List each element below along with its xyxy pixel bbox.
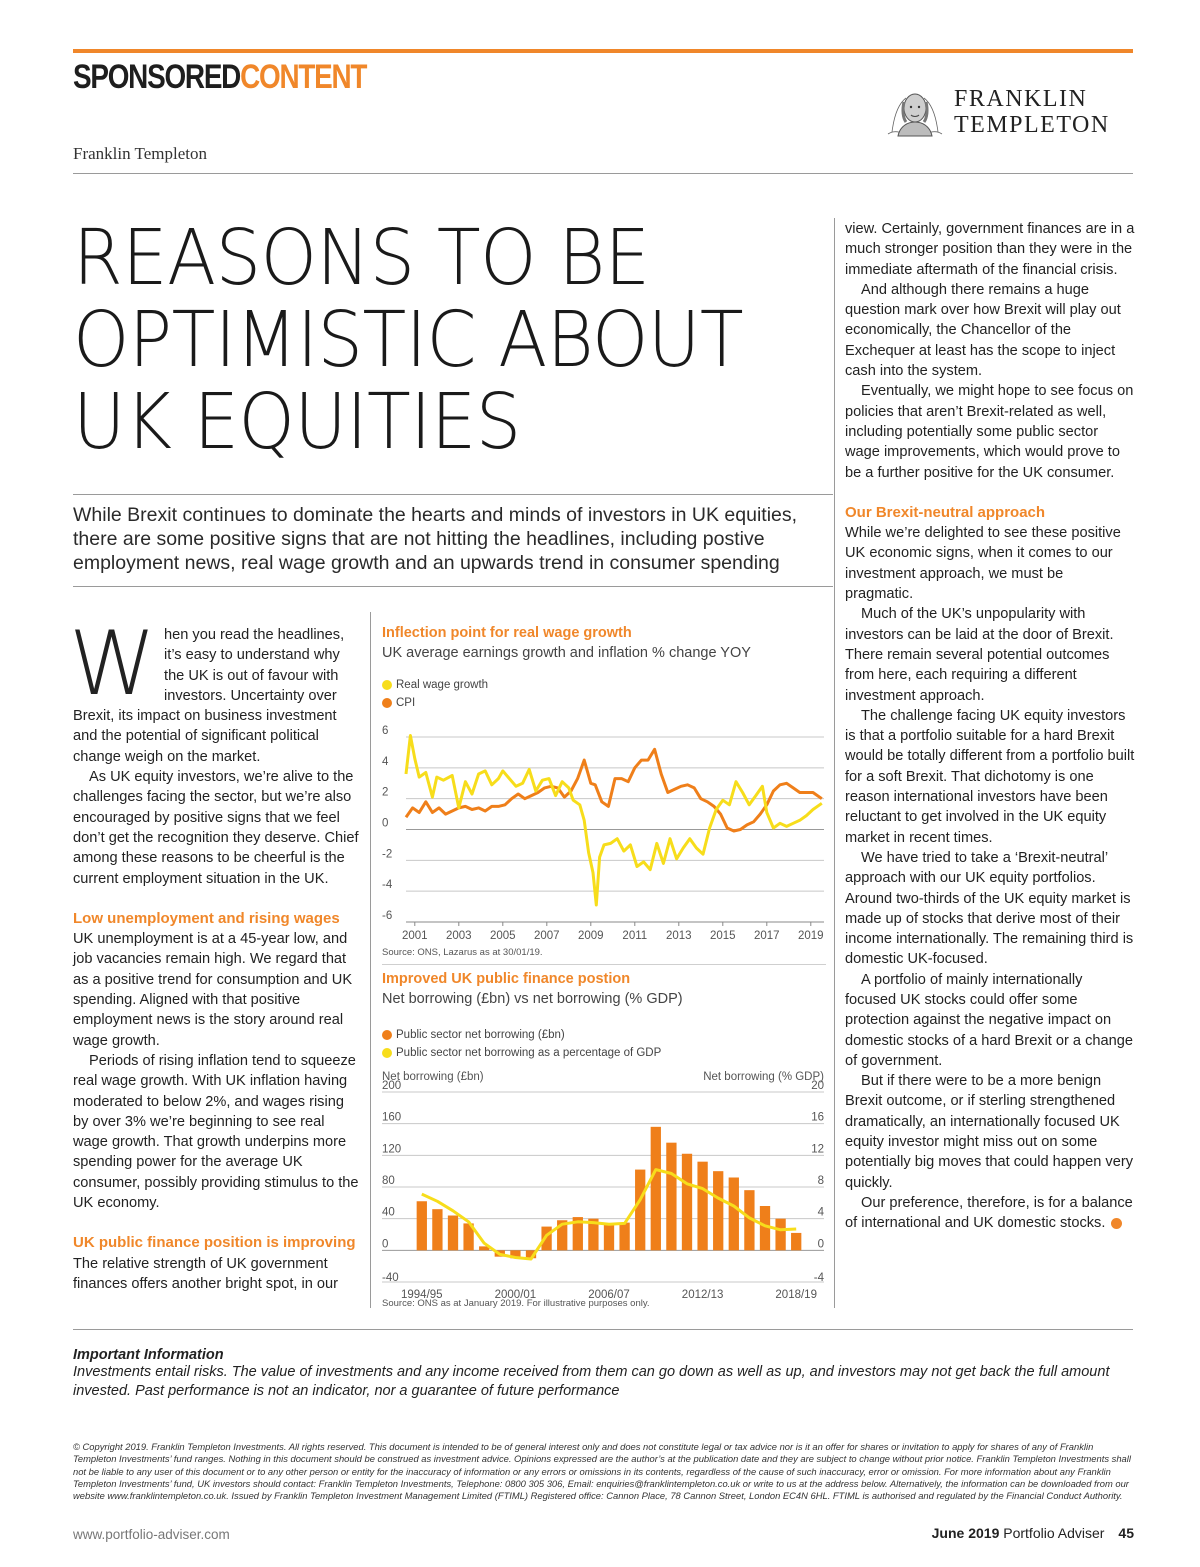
public-finance-chart [378,1064,828,1301]
y-tick-label: 0 [382,817,389,830]
borrowing-bar [417,1201,427,1250]
standfirst: While Brexit continues to dominate the hearts and minds of investors in UK equities, there are some positive signs that are not hitting the headlines, including postive employment news, real wage growth and an upwards trend in consumer spending [73,504,798,574]
left-tick-label: 80 [382,1175,395,1187]
borrowing-bar [635,1170,645,1251]
y-tick-label: -4 [382,879,393,892]
paragraph-12: A portfolio of mainly internationally focused UK stocks could offer some protection against the negative impact on domestic stocks of a hard Brexit or a change of government. [845,971,1133,1069]
x-tick-label: 2005 [490,930,516,942]
borrowing-bar [791,1233,801,1250]
footer-date: June 2019 [931,1525,1000,1541]
borrowing-bar [775,1219,785,1251]
borrowing-bar [713,1171,723,1250]
chart2-subtitle: Net borrowing (£bn) vs net borrowing (% GDP) [382,991,683,1007]
important-information [73,1347,1135,1401]
borrowing-bar [619,1223,629,1251]
x-tick-label: 2018/19 [775,1289,817,1301]
y-tick-label: 4 [382,755,389,768]
paragraph-4: Periods of rising inflation tend to squeeze real wage growth. With UK inflation having moderated to below 2%, and wages rising by over 3% we’re beginning to see real wage growth. That growth underpins more spending power for the average UK consumer, possibly providing stimulus to the UK economy. [73,1052,359,1212]
y-tick-label: -2 [382,848,393,861]
chart1-legend [382,676,488,712]
column-divider-2 [834,218,835,1308]
borrowing-bar [432,1209,442,1250]
footer-divider [73,1329,1133,1330]
left-axis-label: Net borrowing (£bn) [382,1071,484,1083]
x-tick-label: 2015 [710,930,736,942]
footer-publication: Portfolio Adviser [1003,1525,1105,1541]
x-tick-label: 2017 [754,930,780,942]
chart2-title: Improved UK public finance postion [382,971,631,987]
y-tick-label: 2 [382,786,389,799]
borrowing-bar [682,1154,692,1251]
chart2-legend [382,1026,661,1062]
paragraph-2: As UK equity investors, we’re alive to the challenges facing the sector, but we’re also encouraged by positive signs that we feel don’t get the recognition they deserve. Chief among these reasons to be cheerful is the current employment situation in the UK. [73,769,359,887]
header-divider [73,173,1133,174]
sponsored-content-label: SPONSOREDCONTENT [73,58,367,96]
copyright-notice: © Copyright 2019. Franklin Templeton Investments. All rights reserved. This document is intended to be of general interest only and does not constitute legal or tax advice nor is it an offer for shares or invitation to apply for shares of any of Franklin Templeton Investments’ fund ranges. Nothing in this document should be construed as investment advice. Opinions expressed are the author’s at the publication date and they are subject to change without prior notice. Franklin Templeton Investments shall not be liable to any user of this document or to any other person or entity for the inaccuracy of information or any errors or omissions in its contents, regardless of the cause of such inaccuracy, error or omission. For more information about any Franklin Templeton Investments’ fund, UK investors should contact: Franklin Templeton Investments, Telephone: 0800 305 306, Email: enquiries@franklintempleton.co.uk or write to us at the address below. Alternatively, the information can be downloaded from our website www.franklintempleton.co.uk. Issued by Franklin Templeton Investment Management Limited (FTIML) Registered office: Cannon Place, 78 Cannon Street, London EC4N 6HL. FTIML is authorised and regulated by the Financial Conduct Authority. [73,1441,1131,1502]
x-tick-label: 1994/95 [401,1289,443,1301]
standfirst-divider [73,586,833,587]
footer-issue [932,1525,1134,1541]
paragraph-6: And although there remains a huge question mark over how Brexit will play out economically, the Chancellor of the Exchequer at least has the scope to inject cash into the system. [845,281,1121,380]
legend-swatch [382,1048,392,1058]
article-column-1 [69,612,363,1294]
x-tick-label: 2006/07 [588,1289,630,1301]
x-tick-label: 2003 [446,930,472,942]
important-heading: Important Information [73,1347,224,1363]
real-wage-growth-line [406,736,822,906]
footer-url[interactable]: www.portfolio-adviser.com [73,1527,230,1542]
chart2-legend-item-gdp: Public sector net borrowing as a percentage of GDP [382,1044,661,1062]
right-tick-label: -4 [813,1272,824,1284]
y-tick-label: 6 [382,725,389,737]
legend-swatch [382,698,392,708]
borrowing-bar [448,1216,458,1251]
chart1-source: Source: ONS, Lazarus as at 30/01/19. [382,947,543,958]
subheading-unemployment: Low unemployment and rising wages [73,909,340,927]
y-tick-label: -6 [382,910,393,922]
right-tick-label: 4 [817,1206,824,1219]
borrowing-bar [729,1178,739,1251]
paragraph-7: Eventually, we might hope to see focus on policies that aren’t Brexit-related as well, including potentially some public sector wage improvements, which would prove to be a further positive for the UK consumer. [845,383,1134,481]
x-tick-label: 2001 [402,930,428,942]
x-tick-label: 2000/01 [494,1289,537,1301]
byline: Franklin Templeton [73,144,208,163]
right-axis-label: Net borrowing (% GDP) [703,1071,824,1083]
borrowing-bar [604,1223,614,1250]
left-tick-label: 120 [382,1143,402,1156]
legend-swatch [382,1030,392,1040]
right-tick-label: 12 [811,1143,824,1156]
paragraph-10: The challenge facing UK equity investors is that a portfolio suitable for a hard Brexit would be totally different from a portfolio built for a soft Brexit. That dichotomy is one reason international investors have been reluctant to get involved in the UK equity market in recent times. [845,707,1135,846]
important-body: Investments entail risks. The value of investments and any income received from them can go down as well as up, and investors may not get back the full amount invested. Past performance is not an indicator, nor a guarantee of future performance [73,1364,1110,1399]
right-tick-label: 0 [817,1238,824,1251]
brand-line-1: FRANKLIN [954,86,1088,112]
right-tick-label: 8 [817,1175,824,1187]
x-tick-label: 2007 [534,930,560,942]
chart2-source: Source: ONS as at January 2019. For illustrative purposes only. [382,1298,650,1309]
franklin-templeton-logo [884,86,1136,142]
franklin-portrait-icon [884,86,946,138]
end-mark-dot [1111,1218,1122,1229]
drop-cap: W [69,612,157,715]
paragraph-11: We have tried to take a ‘Brexit-neutral’ approach with our UK equity portfolios. Around two-thirds of the UK equity market is made up of stocks that derive most of their income internationally. The remaining third is domestic UK-focused. [845,849,1134,968]
paragraph-13: But if there were to be a more benign Brexit outcome, or if sterling strengthened dramatically, an internationally focused UK equity investor might miss out on some potentially big moves that could happen very quickly. [845,1073,1133,1191]
chart1-legend-item-wage: Real wage growth [382,676,488,694]
left-tick-label: 0 [382,1238,389,1251]
x-tick-label: 2011 [622,930,648,942]
x-tick-label: 2019 [798,930,824,942]
brand-line-2: TEMPLETON [954,112,1110,138]
x-tick-label: 2009 [578,930,604,942]
paragraph-8: While we’re delighted to see these positive UK economic signs, when it comes to our investment approach, we must be pragmatic. [845,525,1121,603]
left-tick-label: 160 [382,1111,402,1124]
x-tick-label: 2012/13 [681,1289,724,1301]
right-tick-label: 20 [811,1080,824,1092]
paragraph-5-continued: view. Certainly, government finances are in a much stronger position than they were in the immediate aftermath of the financial crisis. [845,221,1135,278]
left-tick-label: -40 [382,1272,399,1284]
chart1-subtitle: UK average earnings growth and inflation % change YOY [382,645,751,661]
article-column-3 [845,219,1135,1234]
subheading-brexit-neutral: Our Brexit-neutral approach [845,503,1046,521]
paragraph-1: When you read the headlines, it’s easy to understand why the UK is out of favour with investors. Uncertainty over Brexit, its impact on business investment and the potential of significant political change weigh on the market. [69,612,345,765]
paragraph-3: UK unemployment is at a 45-year low, and job vacancies remain high. We regard that as a positive trend for consumption and UK spending. Aligned with that positive employment news is the story around real wage growth. [73,931,353,1049]
chart2-legend-item-bn: Public sector net borrowing (£bn) [382,1026,661,1044]
borrowing-bar [651,1127,661,1251]
chart-divider [382,964,826,965]
column-divider-1 [370,612,371,1308]
borrowing-bar [697,1162,707,1251]
paragraph-5: The relative strength of UK government finances offers another bright spot, in our [73,1255,339,1292]
page-number: 45 [1118,1525,1134,1541]
x-tick-label: 2013 [666,930,692,942]
chart1-legend-item-cpi: CPI [382,694,488,712]
paragraph-9: Much of the UK’s unpopularity with investors can be laid at the door of Brexit. There remain several potential outcomes from here, each requiring a different investment approach. [845,606,1114,704]
headline-divider [73,494,833,495]
top-accent-bar [73,49,1133,53]
borrowing-bar [666,1143,676,1251]
chart1-title: Inflection point for real wage growth [382,625,632,641]
paragraph-14: Our preference, therefore, is for a balance of international and UK domestic stocks. [845,1194,1133,1232]
wage-growth-chart [378,725,828,945]
right-tick-label: 16 [811,1111,824,1124]
subheading-public-finance: UK public finance position is improving [73,1234,356,1252]
headline: REASONS TO BE OPTIMISTIC ABOUT UK EQUITIES [73,214,744,467]
left-tick-label: 40 [382,1206,395,1219]
legend-swatch [382,680,392,690]
left-tick-label: 200 [382,1080,402,1092]
